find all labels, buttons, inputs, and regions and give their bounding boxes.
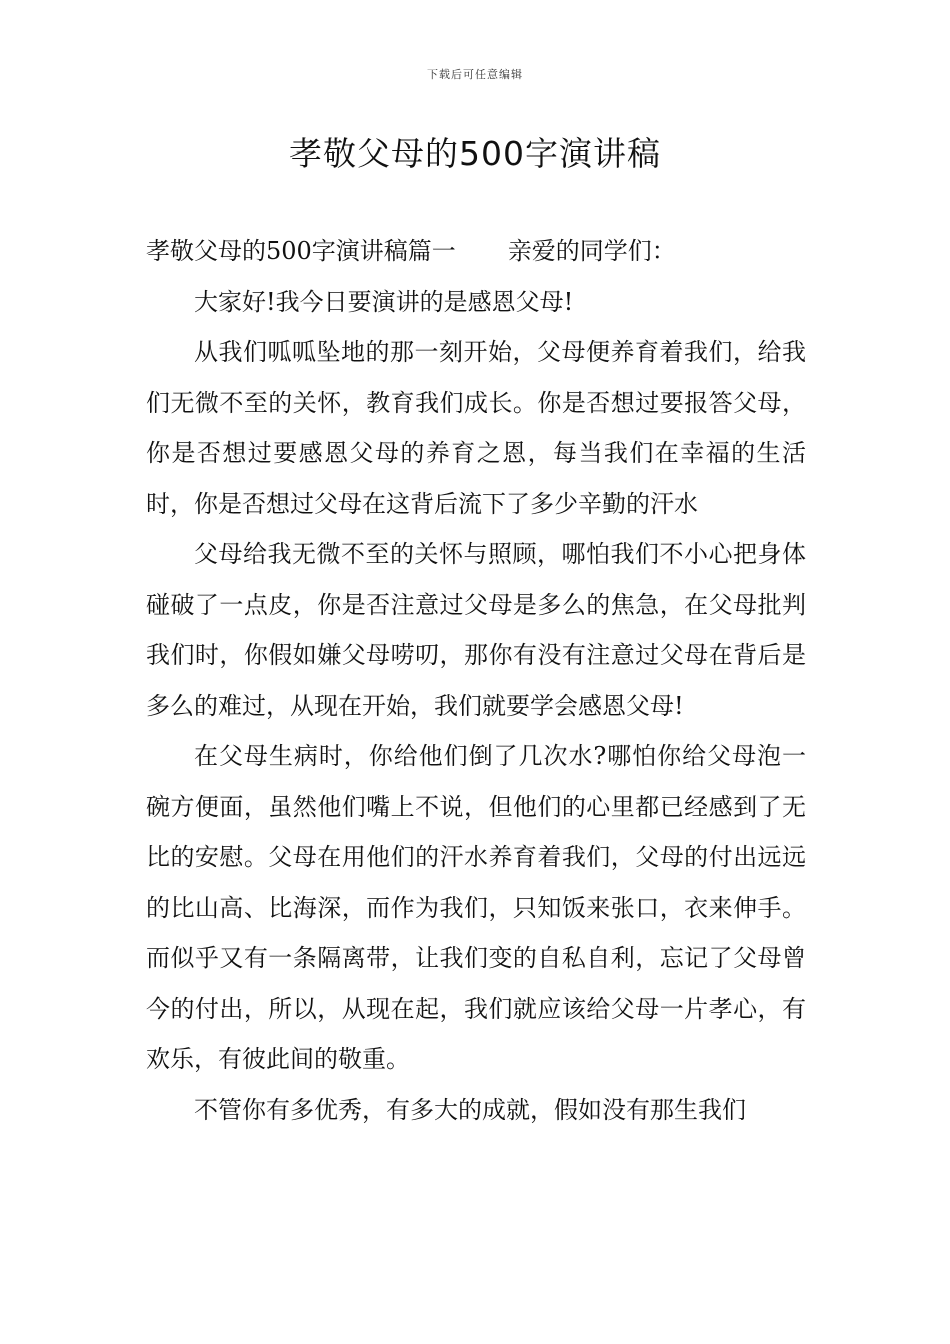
paragraph-1: 大家好!我今日要演讲的是感恩父母! xyxy=(194,287,574,316)
paragraph-4: 在父母生病时，你给他们倒了几次水?哪怕你给父母泡一碗方便面，虽然他们嘴上不说，但他们的心里都已经感到了无比的安慰。父母在用他们的汗水养育着我们，父母的付出远远的比山高、比海深，而作为我们，只知饭来张口，衣来伸手。而似乎又有一条隔离带，让我们变的自私自利，忘记了父母曾今的付出，所以，从现在起，我们就应该给父母一片孝心，有欢乐，有彼此间的敬重。 xyxy=(146,742,806,1073)
intro-salutation: 亲爱的同学们： xyxy=(507,237,676,265)
intro-line xyxy=(146,226,806,277)
intro-heading: 孝敬父母的500字演讲稿篇一 xyxy=(146,237,456,265)
page-title: 孝敬父母的500字演讲稿 xyxy=(289,134,661,173)
document-body xyxy=(146,226,806,1135)
header-note: 下载后可任意编辑 xyxy=(427,68,523,81)
paragraph-3: 父母给我无微不至的关怀与照顾，哪怕我们不小心把身体碰破了一点皮，你是否注意过父母是多么的焦急，在父母批判我们时，你假如嫌父母唠叨，那你有没有注意过父母在背后是多么的难过，从现在开始，我们就要学会感恩父母! xyxy=(146,540,806,720)
paragraph-5: 不管你有多优秀，有多大的成就，假如没有那生我们 xyxy=(194,1095,746,1124)
paragraph-2: 从我们呱呱坠地的那一刻开始，父母便养育着我们，给我们无微不至的关怀，教育我们成长。你是否想过要报答父母，你是否想过要感恩父母的养育之恩，每当我们在幸福的生活时，你是否想过父母在这背后流下了多少辛勤的汗水 xyxy=(146,338,806,518)
